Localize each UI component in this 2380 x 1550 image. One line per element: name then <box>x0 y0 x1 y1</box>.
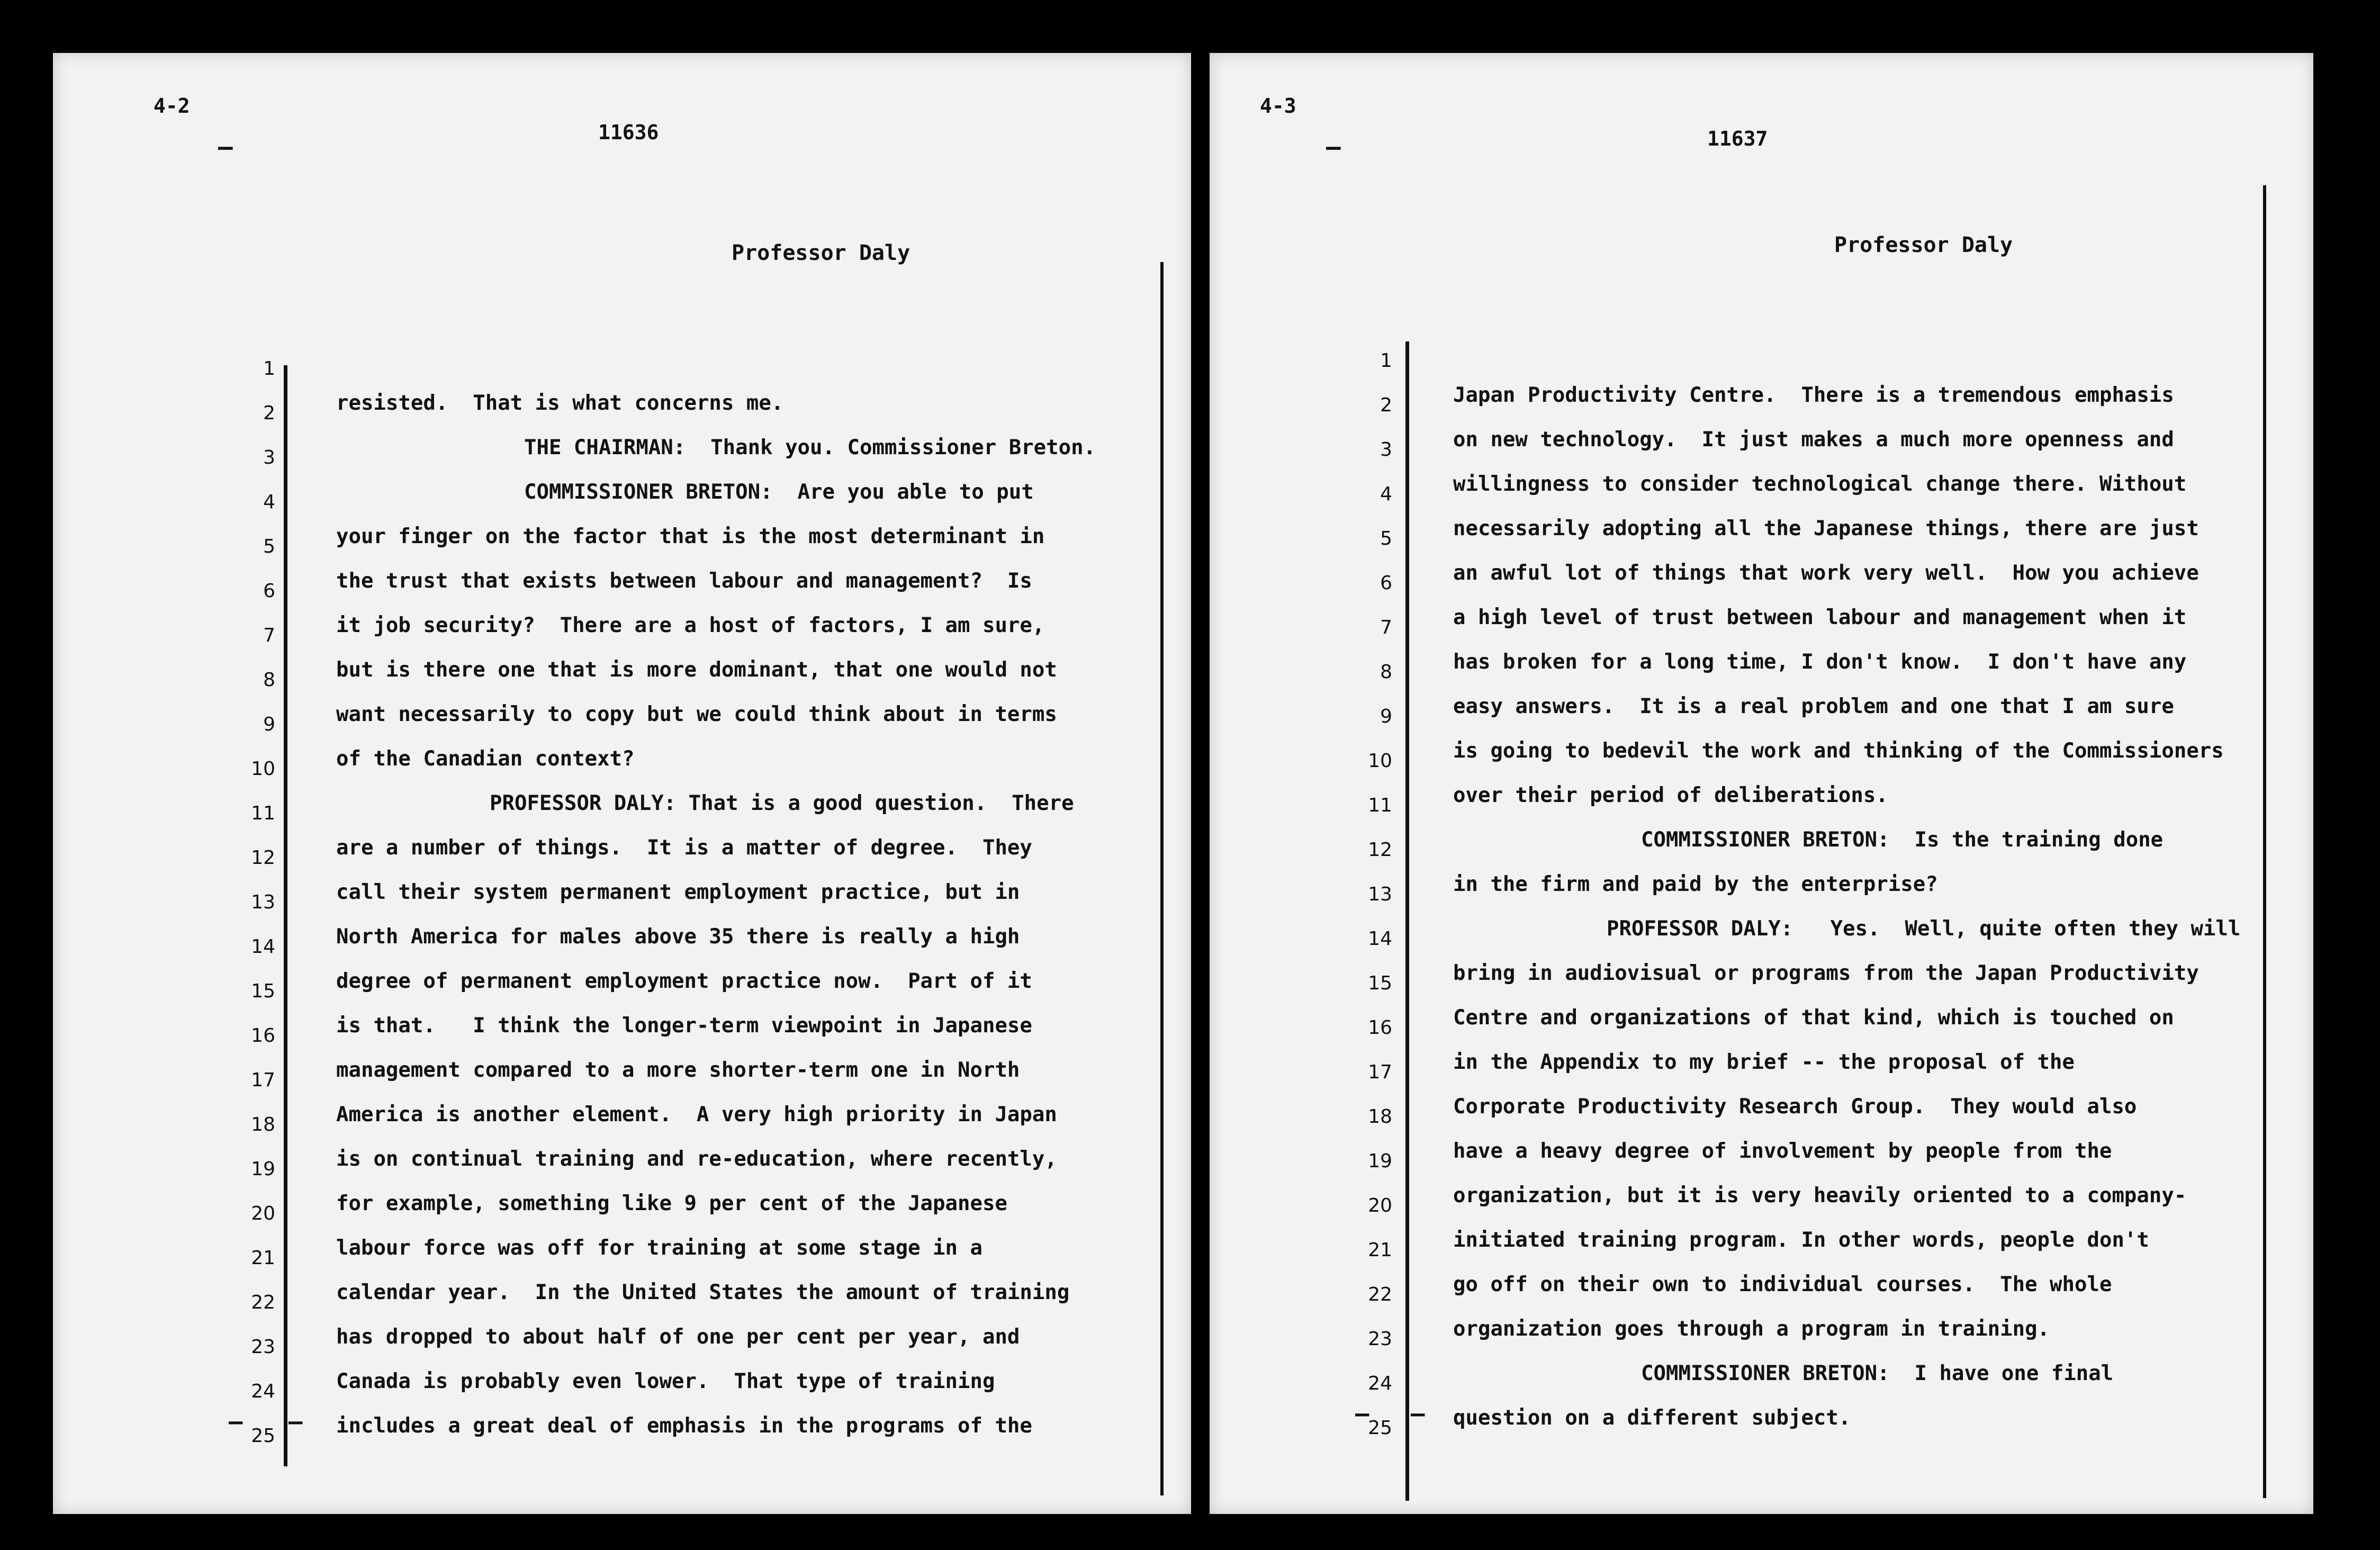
line-number: 9 <box>1380 706 1392 727</box>
transcript-line: Centre and organizations of that kind, which is touched on <box>1453 1006 2174 1030</box>
line-number: 17 <box>251 1069 275 1091</box>
line-number: 24 <box>1368 1373 1392 1394</box>
transcript-line: on new technology. It just makes a much more openness and <box>1453 428 2174 452</box>
line-number: 7 <box>263 625 275 646</box>
line-number: 24 <box>251 1381 275 1402</box>
margin-dash: – <box>1326 132 1341 161</box>
line-number: 13 <box>1368 884 1392 905</box>
page-tag: 4-2 <box>154 94 190 118</box>
transcript-line: in the firm and paid by the enterprise? <box>1453 872 1938 896</box>
transcript-line: organization, but it is very heavily oriented to a company- <box>1453 1184 2187 1207</box>
line-numbers <box>1350 339 1392 1450</box>
line-number: 2 <box>263 402 275 424</box>
transcript-line: North America for males above 35 there is really a high <box>336 925 1020 949</box>
line-number: 17 <box>1368 1061 1392 1083</box>
line-number: 23 <box>251 1336 275 1358</box>
page-number: 11636 <box>598 121 659 144</box>
line-number: 21 <box>251 1247 275 1269</box>
transcript-line: go off on their own to individual courses. The whole <box>1453 1273 2112 1296</box>
transcript-line: is on continual training and re-education, where recently, <box>336 1147 1057 1171</box>
transcript-line: COMMISSIONER BRETON: Is the training done <box>1641 828 2163 852</box>
line-number: 20 <box>1368 1195 1392 1216</box>
transcript-line: your finger on the factor that is the most determinant in <box>336 525 1045 548</box>
line-number: 11 <box>1368 795 1392 816</box>
line-number: 12 <box>1368 839 1392 861</box>
transcript-line: the trust that exists between labour and management? Is <box>336 569 1032 593</box>
line-number: 11 <box>251 803 275 824</box>
transcript-line: are a number of things. It is a matter of degree. They <box>336 836 1032 860</box>
transcript-line: Canada is probably even lower. That type of training <box>336 1369 995 1393</box>
transcript-line: America is another element. A very high priority in Japan <box>336 1103 1057 1127</box>
transcript-line: but is there one that is more dominant, that one would not <box>336 658 1057 682</box>
page-header: Professor Daly <box>1834 233 2013 257</box>
line-number: 22 <box>1368 1284 1392 1305</box>
line-25-rule: — <box>229 1408 243 1435</box>
transcript-line: COMMISSIONER BRETON: Are you able to put <box>524 480 1034 504</box>
transcript-line: have a heavy degree of involvement by people from the <box>1453 1139 2112 1163</box>
line-number: 21 <box>1368 1239 1392 1261</box>
margin-rule <box>284 365 287 1466</box>
line-number: 5 <box>1380 528 1392 549</box>
line-number: 4 <box>1380 483 1392 505</box>
line-number: 18 <box>1368 1106 1392 1128</box>
line-number: 3 <box>1380 439 1392 461</box>
margin-dash: – <box>218 132 233 161</box>
line-25-rule: – <box>1411 1400 1425 1427</box>
transcript-page-left <box>53 53 1191 1514</box>
transcript-line: Corporate Productivity Research Group. They would also <box>1453 1095 2137 1119</box>
line-number: 8 <box>1380 661 1392 683</box>
right-margin-rule <box>2263 185 2266 1498</box>
transcript-line: willingness to consider technological change there. Without <box>1453 472 2187 496</box>
transcript-line: it job security? There are a host of factors, I am sure, <box>336 614 1045 637</box>
line-number: 20 <box>251 1203 275 1224</box>
transcript-line: includes a great deal of emphasis in the programs of the <box>336 1414 1032 1438</box>
transcript-line: over their period of deliberations. <box>1453 783 1888 807</box>
line-number: 1 <box>1380 350 1392 372</box>
line-number: 19 <box>1368 1150 1392 1172</box>
line-number: 16 <box>1368 1017 1392 1039</box>
line-number: 16 <box>251 1025 275 1047</box>
line-numbers <box>233 347 275 1458</box>
transcript-line: easy answers. It is a real problem and one that I am sure <box>1453 695 2174 718</box>
page-header: Professor Daly <box>732 241 910 265</box>
line-number: 22 <box>251 1292 275 1313</box>
line-number: 10 <box>1368 750 1392 772</box>
transcript-lines <box>336 381 1096 1448</box>
line-number: 9 <box>263 714 275 735</box>
transcript-line: necessarily adopting all the Japanese things, there are just <box>1453 517 2199 540</box>
transcript-line: labour force was off for training at some stage in a <box>336 1236 982 1260</box>
page-tag: 4-3 <box>1260 94 1296 118</box>
line-number: 25 <box>1368 1417 1392 1439</box>
transcript-line: management compared to a more shorter-term one in North <box>336 1058 1020 1082</box>
line-number: 15 <box>1368 972 1392 994</box>
line-number: 12 <box>251 847 275 869</box>
right-margin-rule <box>1160 262 1164 1495</box>
margin-rule <box>1405 341 1409 1501</box>
transcript-line: THE CHAIRMAN: Thank you. Commissioner Breton. <box>524 436 1096 459</box>
page-number: 11637 <box>1707 127 1768 150</box>
transcript-line: initiated training program. In other words, people don't <box>1453 1228 2149 1252</box>
line-number: 23 <box>1368 1328 1392 1350</box>
transcript-line: is that. I think the longer-term viewpoint in Japanese <box>336 1014 1032 1038</box>
line-number: 13 <box>251 891 275 913</box>
line-number: 14 <box>251 936 275 958</box>
transcript-line: a high level of trust between labour and management when it <box>1453 606 2187 629</box>
transcript-line: for example, something like 9 per cent of the Japanese <box>336 1192 1007 1215</box>
transcript-line: organization goes through a program in training. <box>1453 1317 2050 1341</box>
transcript-line: question on a different subject. <box>1453 1406 1851 1430</box>
transcript-line: in the Appendix to my brief -- the proposal of the <box>1453 1050 2075 1074</box>
line-number: 7 <box>1380 617 1392 638</box>
line-number: 10 <box>251 758 275 780</box>
transcript-line: calendar year. In the United States the amount of training <box>336 1281 1070 1304</box>
line-number: 5 <box>263 536 275 557</box>
line-number: 2 <box>1380 394 1392 416</box>
transcript-line: has broken for a long time, I don't know. I don't have any <box>1453 650 2187 674</box>
line-number: 6 <box>1380 572 1392 594</box>
transcript-line: resisted. That is what concerns me. <box>336 391 784 415</box>
transcript-line: call their system permanent employment practice, but in <box>336 880 1020 904</box>
line-number: 19 <box>251 1158 275 1180</box>
transcript-line: PROFESSOR DALY: Yes. Well, quite often they will <box>1607 917 2241 941</box>
line-number: 25 <box>251 1425 275 1447</box>
transcript-lines <box>1453 373 2240 1440</box>
line-number: 6 <box>263 580 275 602</box>
transcript-line: of the Canadian context? <box>336 747 635 771</box>
transcript-line: bring in audiovisual or programs from the Japan Productivity <box>1453 961 2199 985</box>
transcript-line: is going to bedevil the work and thinking of the Commissioners <box>1453 739 2224 763</box>
transcript-line: degree of permanent employment practice now. Part of it <box>336 969 1032 993</box>
transcript-line: PROFESSOR DALY: That is a good question. There <box>490 791 1074 815</box>
transcript-line: has dropped to about half of one per cent per year, and <box>336 1325 1020 1349</box>
transcript-line: an awful lot of things that work very well. How you achieve <box>1453 561 2199 585</box>
transcript-line: want necessarily to copy but we could think about in terms <box>336 702 1057 726</box>
line-25-rule: – <box>289 1408 303 1435</box>
line-number: 1 <box>263 358 275 380</box>
line-number: 18 <box>251 1114 275 1136</box>
transcript-line: COMMISSIONER BRETON: I have one final <box>1641 1362 2114 1385</box>
line-number: 14 <box>1368 928 1392 950</box>
line-number: 8 <box>263 669 275 691</box>
line-number: 3 <box>263 447 275 468</box>
line-25-rule: — <box>1355 1400 1369 1427</box>
line-number: 4 <box>263 491 275 513</box>
transcript-line: Japan Productivity Centre. There is a tremendous emphasis <box>1453 383 2174 407</box>
transcript-page-right <box>1210 53 2313 1514</box>
line-number: 15 <box>251 980 275 1002</box>
